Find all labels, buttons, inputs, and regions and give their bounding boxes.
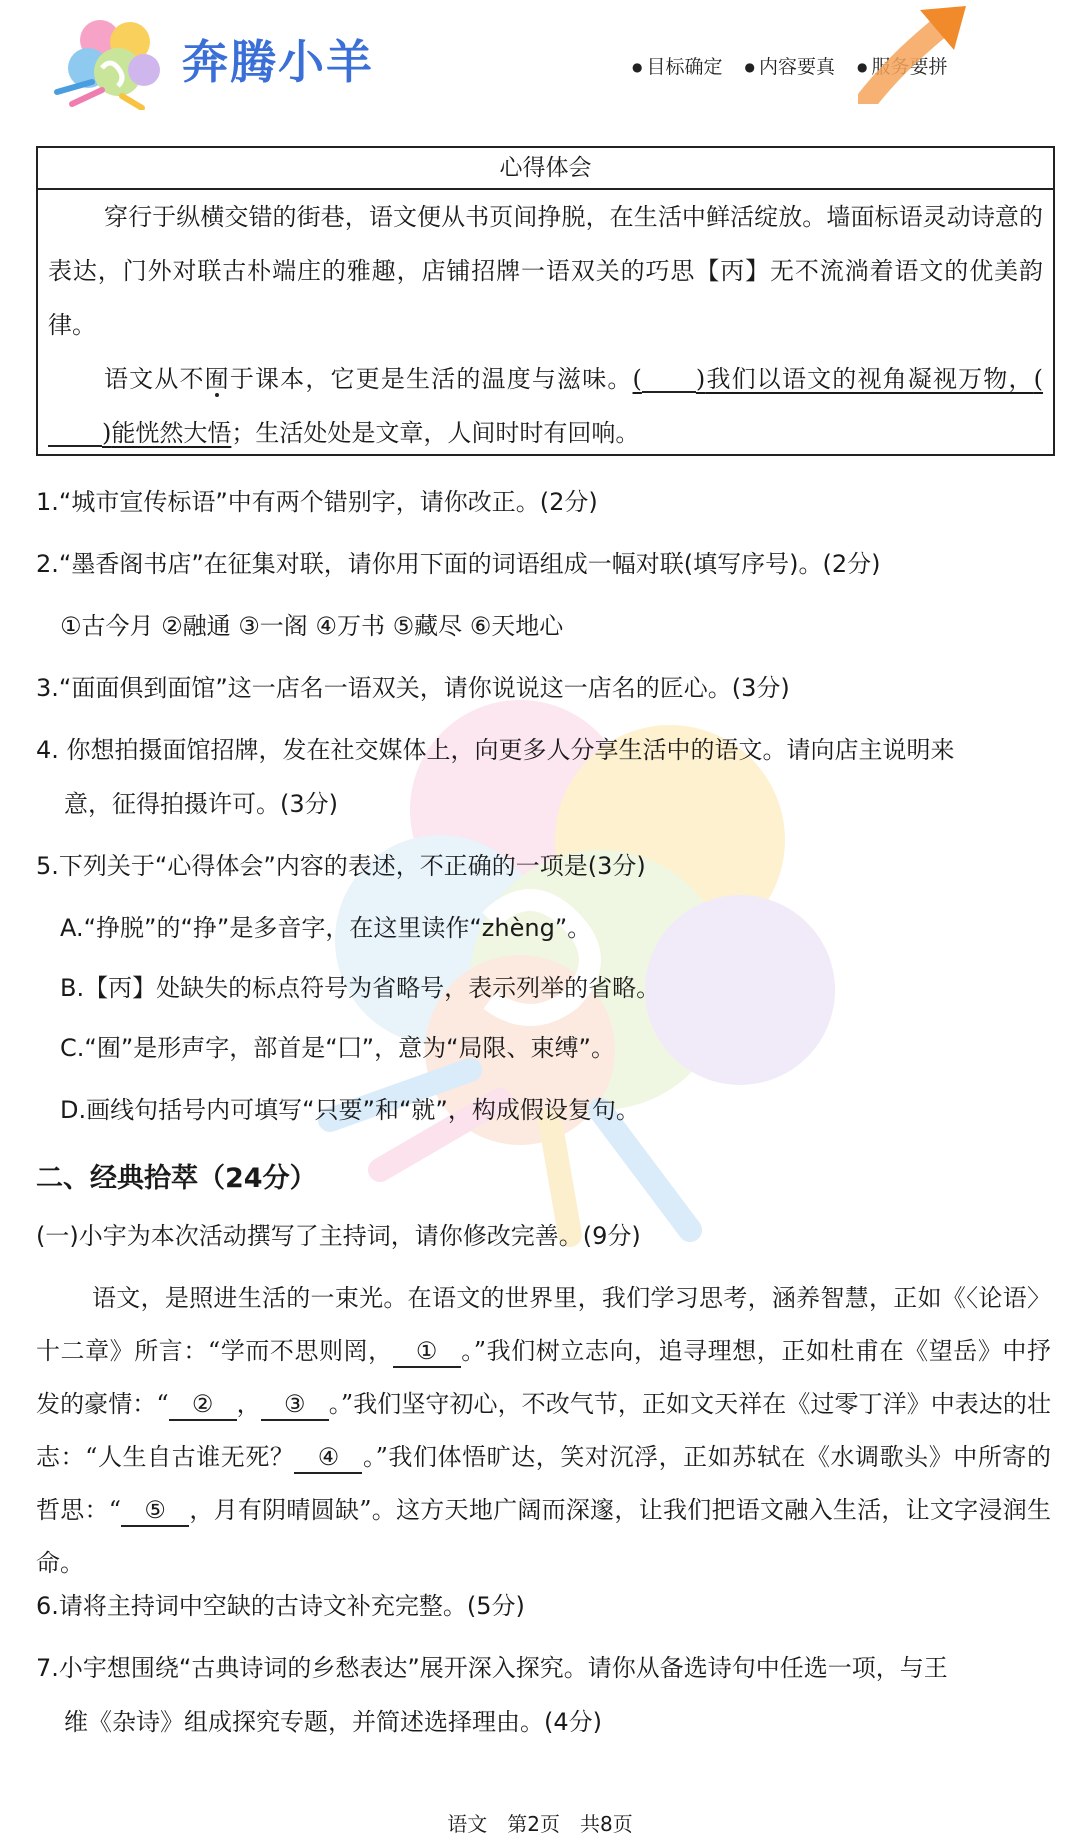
page-header	[0, 0, 1080, 120]
option-b: B.【丙】处缺失的标点符号为省略号，表示列举的省略。	[60, 974, 661, 1002]
underlined-sentence: ( )我们以语文的视角凝视万物，()能恍然大悟	[48, 365, 1043, 447]
arrow-icon	[858, 4, 968, 104]
question-3: 3.“面面俱到面馆”这一店名一语双关，请你说说这一店名的匠心。(3分)	[36, 674, 790, 702]
box-title: 心得体会	[38, 148, 1053, 190]
question-4-line-2: 意，征得拍摄许可。(3分)	[64, 790, 338, 818]
section-subtitle: (一)小宇为本次活动撰写了主持词，请你修改完善。(9分)	[36, 1222, 641, 1250]
box-paragraph-2	[38, 352, 1053, 460]
text-run: ，	[236, 1390, 261, 1418]
dotted-char: 囿	[204, 365, 230, 393]
sheep-logo-icon	[52, 10, 177, 110]
answer-blank: ①	[393, 1336, 461, 1368]
box-paragraph-1: 穿行于纵横交错的街巷，语文便从书页间挣脱，在生活中鲜活绽放。墙面标语灵动诗意的表达，门外对联古朴端庄的雅趣，店铺招牌一语双关的巧思【丙】无不流淌着语文的优美韵律。	[48, 203, 1043, 339]
brand-name: 奔腾小羊	[182, 35, 374, 89]
option-d: D.画线句括号内可填写“只要”和“就”，构成假设复句。	[60, 1096, 640, 1124]
text-run: 能恍然大悟	[111, 419, 232, 447]
option-a: A.“挣脱”的“挣”是多音字，在这里读作“zhèng”。	[60, 914, 592, 942]
answer-blank: ⑤	[121, 1495, 189, 1527]
reflection-box	[36, 146, 1055, 456]
section-title: 二、经典拾萃（24分）	[36, 1163, 317, 1194]
option-c: C.“囿”是形声字，部首是“囗”，意为“局限、束缚”。	[60, 1034, 615, 1062]
answer-blank	[48, 417, 102, 447]
text-run: ，月有阴晴圆缺”。这方天地广阔而深邃，让我们把语文融入生活，让文字浸润生命。	[36, 1496, 1051, 1577]
question-5: 5.下列关于“心得体会”内容的表述，不正确的一项是(3分)	[36, 852, 646, 880]
question-4-line-1: 4. 你想拍摄面馆招牌，发在社交媒体上，向更多人分享生活中的语文。请向店主说明来	[36, 736, 955, 764]
text-run: 语文从不	[104, 365, 205, 393]
text-run: 。”我们树立志向，追寻理想，正如杜甫在《望岳》中抒发的豪情：“	[36, 1337, 1051, 1418]
text-run: 。”我们体悟旷达，笑对沉浮，正如苏轼在《水调歌头》中所寄的哲思：“	[36, 1443, 1051, 1524]
question-2-options: ①古今月 ②融通 ③一阁 ④万书 ⑤藏尽 ⑥天地心	[60, 612, 564, 640]
answer-blank: ②	[169, 1389, 237, 1421]
question-7-line-2: 维《杂诗》组成探究专题，并简述选择理由。(4分)	[64, 1708, 602, 1736]
slogan-item: ● 目标确定	[632, 52, 723, 79]
question-6: 6.请将主持词中空缺的古诗文补充完整。(5分)	[36, 1592, 525, 1620]
host-script-passage	[36, 1272, 1051, 1590]
slogan-item: ● 服务要拼	[857, 52, 948, 79]
answer-blank	[642, 363, 696, 393]
answer-blank: ④	[294, 1442, 362, 1474]
answer-blank: ③	[261, 1389, 329, 1421]
slogan-item: ● 内容要真	[745, 52, 836, 79]
text-run: 我们以语文的视角凝视万物，	[705, 365, 1034, 393]
text-run: 语文，是照进生活的一束光。在语文的世界里，我们学习思考，涵养智慧，正如《〈论语〉十二章》所言：“学而不思则罔，	[36, 1284, 1051, 1365]
question-2: 2.“墨香阁书店”在征集对联，请你用下面的词语组成一幅对联(填写序号)。(2分)	[36, 550, 881, 578]
page-footer: 语文 第2页 共8页	[447, 1812, 633, 1836]
question-7-line-1: 7.小宇想围绕“古典诗词的乡愁表达”展开深入探究。请你从备选诗句中任选一项，与王	[36, 1654, 948, 1682]
text-run: ；生活处处是文章，人间时时有回响。	[231, 419, 640, 447]
question-1: 1.“城市宣传标语”中有两个错别字，请你改正。(2分)	[36, 488, 598, 516]
text-run: 。”我们坚守初心，不改气节，正如文天祥在《过零丁洋》中表达的壮志：“人生自古谁无死？	[36, 1390, 1051, 1471]
text-run: 于课本，它更是生活的温度与滋味。	[229, 365, 633, 393]
